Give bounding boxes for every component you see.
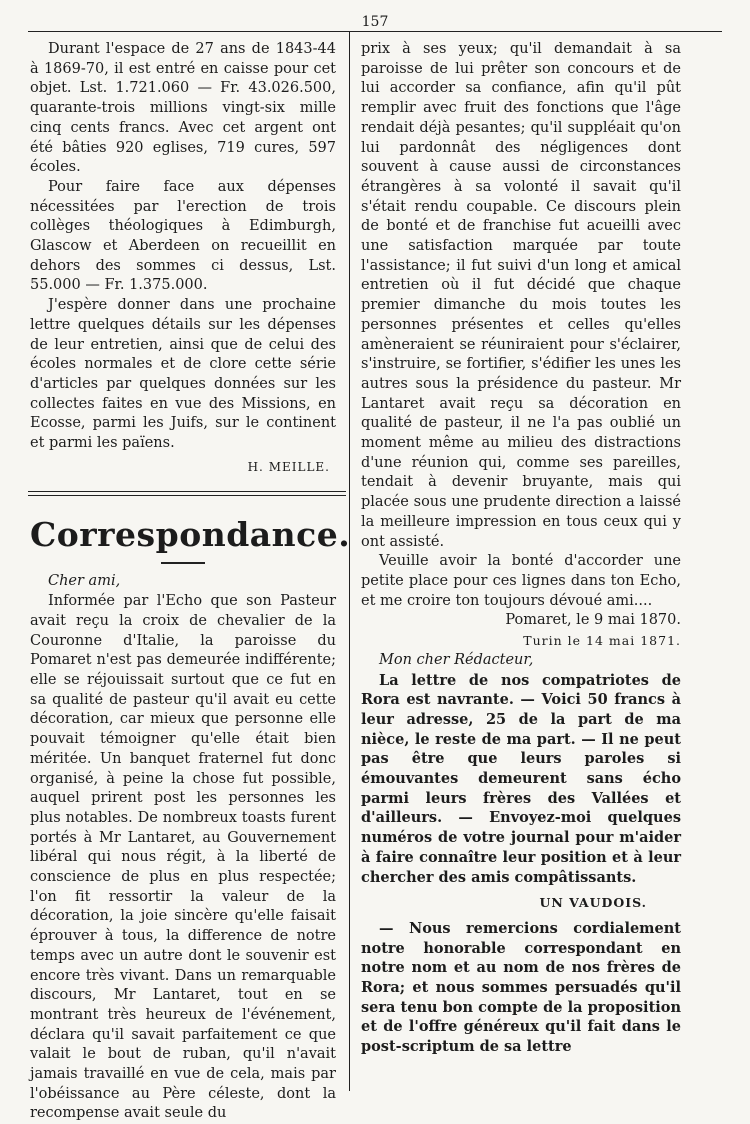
author-signature: H. MEILLE. [247,459,330,474]
section-rule [28,495,346,496]
letter-paragraph: Informée par l'Echo que son Pasteur avait reçu la croix de chevalier de la Couronne d'Italie, la paroisse du Pomaret n'est pas demeurée indifférente; elle se réjouissait surtout que ce fut en sa qualité de pasteur qu'il avait eu cette décoration, car mieux que personne elle pouvait témoigner qu'elle était bien méritée. Un banquet fraternel fut donc organisé, à peine la chose fut possible, auquel prirent post les personnes les plus notables. De nombreux toasts furent portés à Mr Lantaret, au Gouvernement libéral qui nous régit, à la liberté de conscience de plus en plus respectée; l'on fit ressortir la valeur de la décoration, la joie sincère qu'elle faisait éprouver à tous, la difference de notre temps avec un autre dont le souvenir est encore très vivant. Dans un remarquable discours, Mr Lantaret, tout en se montrant très heureux de l'événement, déclara qu'il savait parfaitement ce que valait le bout de ruban, qu'il n'avait jamais travaillé en vue de cela, mais par l'obéissance au Père céleste, dont la recompense avait seule du [30,593,336,1122]
salutation: Mon cher Rédacteur, [379,651,534,668]
left-column [30,40,351,1124]
title-underline [161,562,205,564]
article-paragraph: Pour faire face aux dépenses nécessitées par l'erection de trois collèges théologiques à Edimburgh, Glascow et Aberdeen on recueillit en dehors des sommes ci dessus, Lst. 55.000 — Fr. 1.375.000. [30,178,336,294]
salutation: Cher ami, [48,573,121,590]
letter-continuation: prix à ses yeux; qu'il demandait à sa paroisse de lui prêter son concours et de lui accorder sa confiance, afin qu'il pût remplir avec fruit des fonctions que l'âge rendait déjà pesantes; qu'il suppléait qu'on lui pardonnât des négligences dont souvent à cause aussi de circonstances étrangères à sa volonté il savait qu'il s'était rendu coupable. Ce discours plein de bonté et de franchise fut acueilli avec une satisfaction marquée par toute l'assistance; il fut suivi d'un long et amical entretien où il fut décidé que chaque premier dimanche du mois toutes les personnes présentes et celles qu'elles amèneraient se réuniraient pour s'éclairer, s'instruire, se fortifier, s'édifier les unes les autres sous la présidence du pasteur. Mr Lantaret avait reçu sa décoration en qualité de pasteur, il ne l'a pas oublié un moment même au milieu des distractions d'une réunion qui, comme ses pareilles, tendait à devenir bruyante, mais qui placée sous une prudente direction a laissé la meilleure impression en tous ceux qui y ont assisté. [361,41,681,550]
editor-reply: — Nous remercions cordialement notre honorable correspondant en notre nom et au nom de nos frères de Rora; et nous sommes persuadés qu'il sera tenu bon compte de la proposition et de l'offre généreux qu'il fait dans le post-scriptum de sa lettre [361,919,681,1056]
article-paragraph: Durant l'espace de 27 ans de 1843-44 à 1869-70, il est entré en caisse pour cet objet. Lst. 1.721.060 — Fr. 43.026.500, quarante-trois millions vingt-six mille cinq cents francs. Avec cet argent ont été bâties 920 eglises, 719 cures, 597 écoles. [30,41,336,176]
page-number: 157 [361,14,389,30]
letter-paragraph: La lettre de nos compatriotes de Rora est navrante. — Voici 50 francs à leur adresse, 25 de la part de ma nièce, le reste de ma part. — Il ne peut pas être que leurs paroles si émouvantes demeurent sans écho parmi leurs frères des Vallées et d'ailleurs. — Envoyez-moi quelques numéros de votre journal pour m'aider à faire connaître leur position et à leur chercher des amis compâtissants. [361,671,681,886]
section-rule [28,491,346,492]
place-date: Pomaret, le 9 mai 1870. [505,612,681,629]
dateline: Turin le 14 mai 1871. [523,633,681,649]
article-paragraph: J'espère donner dans une prochaine lettre quelques détails sur les dépenses de leur entretien, ainsi que de celui des écoles normales et de clore cette série d'articles par quelques données sur les collectes faites en vue des Missions, en Ecosse, parmi les Juifs, sur le continent et parmi les païens. [30,297,336,452]
header-rule [28,31,722,32]
column-divider [349,31,350,1091]
letter-closing: Veuille avoir la bonté d'accorder une petite place pour ces lignes dans ton Echo, et me croire ton toujours dévoué ami.... [361,553,681,609]
section-title: Correspondance. [30,515,351,555]
letter-signature: UN VAUDOIS. [539,895,647,911]
right-column [361,40,681,1057]
